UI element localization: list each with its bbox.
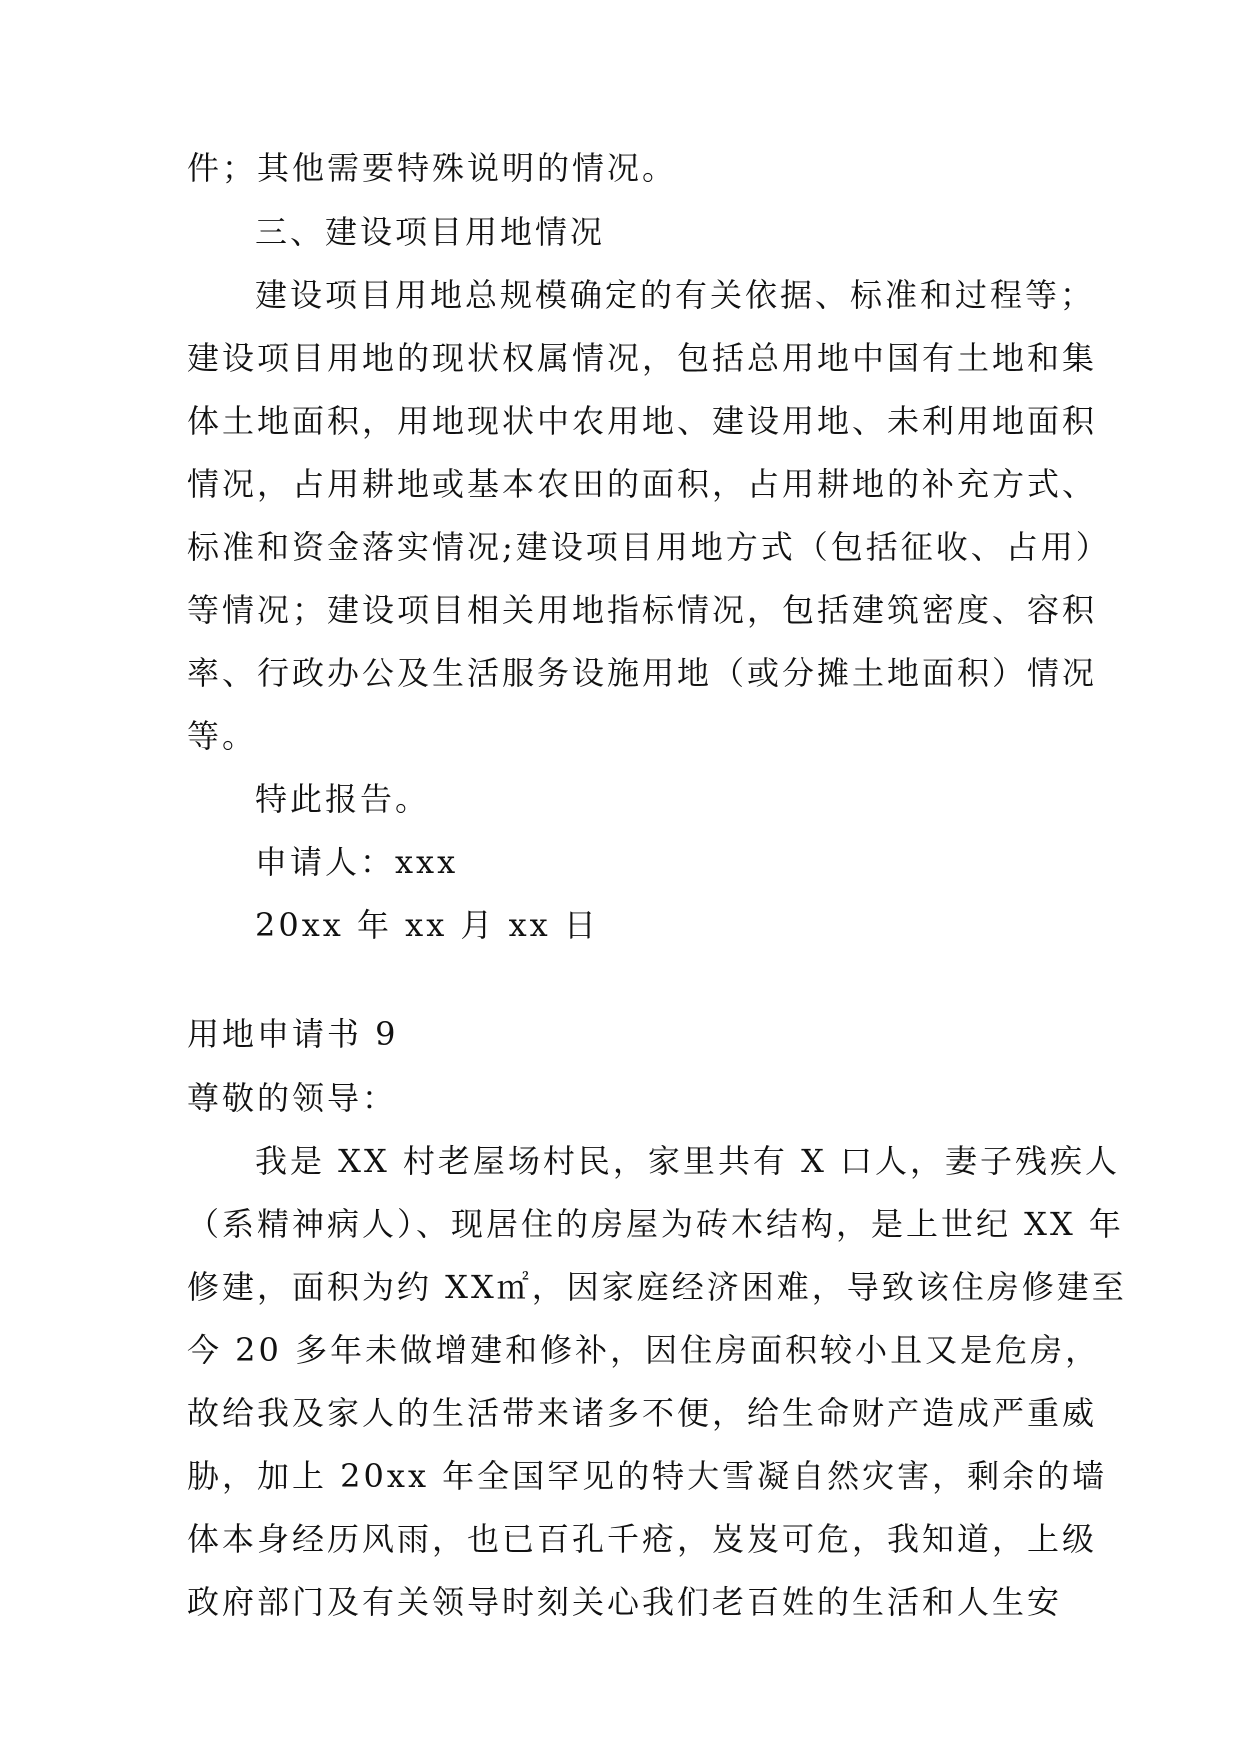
applicant-line: 申请人：xxx <box>255 843 459 881</box>
date-line: 20xx 年 xx 月 xx 日 <box>255 906 599 944</box>
text-line: 标准和资金落实情况;建设项目用地方式（包括征收、占用） <box>187 528 1111 566</box>
text-line: 等情况；建设项目相关用地指标情况，包括建筑密度、容积 <box>187 591 1098 629</box>
salutation: 尊敬的领导： <box>187 1079 398 1117</box>
text-line: 等。 <box>187 717 258 755</box>
section-heading: 三、建设项目用地情况 <box>255 213 606 251</box>
text-line: 建设项目用地总规模确定的有关依据、标准和过程等； <box>255 276 1096 314</box>
text-line: （系精神病人）、现居住的房屋为砖木结构，是上世纪 XX 年 <box>187 1205 1124 1243</box>
text-line: 件；其他需要特殊说明的情况。 <box>187 149 678 187</box>
text-line: 政府部门及有关领导时刻关心我们老百姓的生活和人生安 <box>187 1583 1063 1621</box>
text-line: 修建，面积为约 XX㎡，因家庭经济困难，导致该住房修建至 <box>187 1268 1127 1306</box>
text-line: 今 20 多年未做增建和修补，因住房面积较小且又是危房， <box>187 1331 1101 1369</box>
text-line: 故给我及家人的生活带来诸多不便，给生命财产造成严重威 <box>187 1394 1098 1432</box>
text-line: 率、行政办公及生活服务设施用地（或分摊土地面积）情况 <box>187 654 1098 692</box>
text-line: 建设项目用地的现状权属情况，包括总用地中国有土地和集 <box>187 339 1098 377</box>
text-line: 我是 XX 村老屋场村民，家里共有 X 口人，妻子残疾人 <box>255 1142 1121 1180</box>
text-line: 胁，加上 20xx 年全国罕见的特大雪凝自然灾害，剩余的墙 <box>187 1457 1108 1495</box>
text-line: 情况，占用耕地或基本农田的面积，占用耕地的补充方式、 <box>187 465 1098 503</box>
closing-line: 特此报告。 <box>255 780 431 818</box>
text-line: 体本身经历风雨，也已百孔千疮，岌岌可危，我知道，上级 <box>187 1520 1098 1558</box>
text-line: 体土地面积，用地现状中农用地、建设用地、未利用地面积 <box>187 402 1098 440</box>
letter-title: 用地申请书 9 <box>187 1015 399 1053</box>
